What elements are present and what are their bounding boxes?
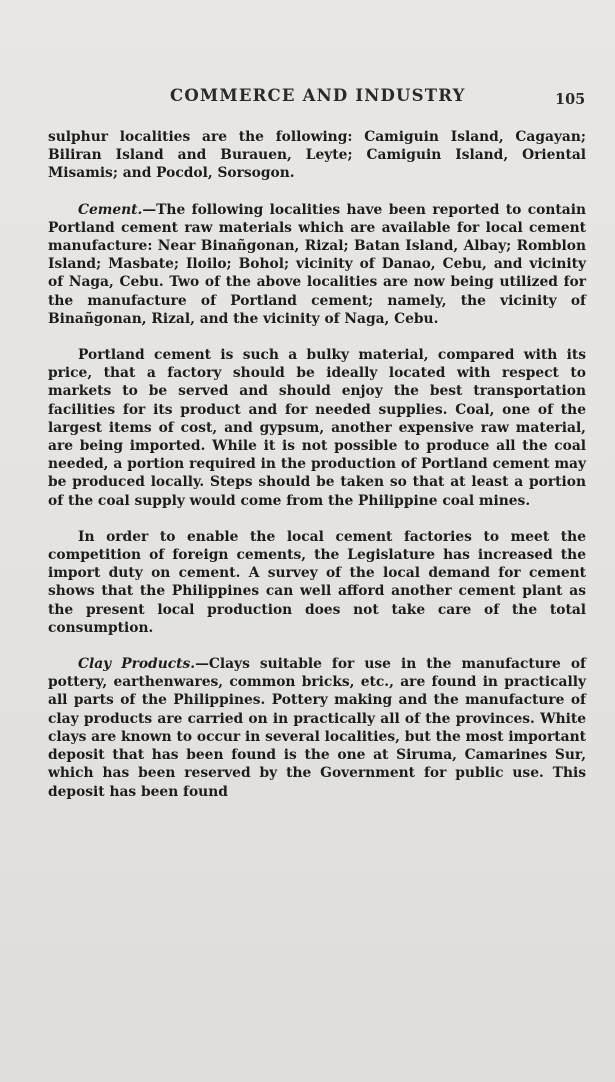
paragraph-competition [48,528,586,637]
section-lead-cement: Cement. [78,201,143,218]
body-text [48,128,586,819]
paragraph-text: —The following localities have been reported to contain Portland cement raw materials which are available for local cement manufacture: Near Binañgonan, Rizal; Batan Island, Albay; Romblon Island; Masbate; Iloilo; Bohol; vicinity of Danao, Cebu, and vicinity of Naga, Cebu. Two of the above localities are now being utilized for the manufacture of Portland cement; namely, the vicinity of Binañgonan, Rizal, and the vicinity of Naga, Cebu. [48,201,586,327]
paragraph-text: sulphur localities are the following: Camiguin Island, Cagayan; Biliran Island and Burauen, Leyte; Camiguin Island, Oriental Misamis; and Pocdol, Sorsogon. [48,129,586,182]
section-lead-clay-products: Clay Products. [78,656,196,673]
running-head [0,86,615,116]
paragraph-text: Portland cement is such a bulky material, compared with its price, that a factory should be ideally located with respect to markets to be served and should enjoy the best transportation facilities for its product and for needed supplies. Coal, one of the largest items of cost, and gypsum, another expensive raw material, are being imported. While it is not possible to produce all the coal needed, a portion required in the production of Portland cement may be produced locally. Steps should be taken so that at least a portion of the coal supply would come from the Philippine coal mines. [48,347,586,509]
page-number: 105 [555,91,586,108]
paragraph-portland-cement [48,346,586,510]
paragraph-cement [48,201,586,328]
paragraph-sulphur-continued [48,128,586,183]
paragraph-text: In order to enable the local cement factories to meet the competition of foreign cements, the Legislature has increased the import duty on cement. A survey of the local demand for cement shows that the Philippines can well afford another cement plant as the present local production does not take care of the total consumption. [48,528,586,636]
paragraph-text: —Clays suitable for use in the manufacture of pottery, earthenwares, common bricks, etc., are found in practically all parts of the Philippines. Pottery making and the manufacture of clay products are carried on in practically all of the provinces. White clays are known to occur in several localities, but the most important deposit that has been found is the one at Siruma, Camarines Sur, which has been reserved by the Government for public use. This deposit has been found [48,656,586,800]
running-title: COMMERCE AND INDUSTRY [170,86,466,105]
paragraph-clay-products [48,655,586,801]
